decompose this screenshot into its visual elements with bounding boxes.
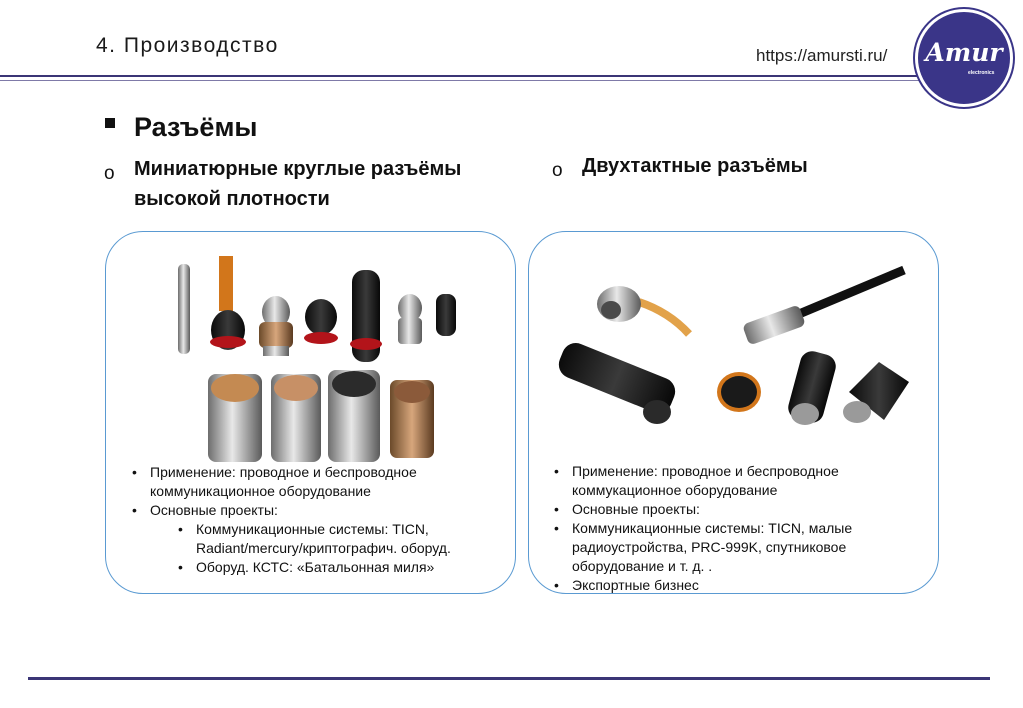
list-subitem: • Оборуд. КСТС: «Батальонная миля» — [132, 558, 492, 577]
list-subitem: • Коммуникационные системы: TICN, Radiant/mercury/криптографич. оборуд. — [132, 520, 492, 558]
circle-bullet-icon: o — [552, 160, 563, 181]
list-item: • Экспортные бизнес — [554, 576, 926, 595]
circle-bullet-icon: o — [104, 163, 115, 184]
miniature-connectors-photo — [116, 242, 506, 464]
square-bullet-icon — [105, 118, 115, 128]
list-item: • Коммуникационные системы: TICN, малые радиоустройства, PRC-999K, спутниковое оборудование и т. д. . — [554, 519, 926, 576]
amur-logo — [915, 9, 1013, 107]
logo-word: Amur — [925, 38, 1003, 67]
list-item: • Основные проекты: — [132, 501, 492, 520]
list-item: • Основные проекты: — [554, 500, 926, 519]
page-heading: Разъёмы — [134, 112, 258, 142]
logo-subtitle: electronics — [968, 70, 995, 76]
left-bullet-list — [132, 463, 492, 577]
footer-divider — [28, 677, 990, 680]
list-item: • Применение: проводное и беспроводное коммукационное оборудование — [554, 462, 926, 500]
push-pull-connectors-photo — [539, 242, 929, 442]
left-subheading: Миниатюрные круглые разъёмы высокой плотности — [134, 158, 462, 210]
section-title: 4. Производство — [96, 34, 279, 57]
header-divider — [0, 75, 920, 77]
header-divider-thin — [0, 80, 920, 81]
site-url-link[interactable]: https://amursti.ru/ — [756, 46, 888, 65]
right-bullet-list — [554, 462, 926, 595]
list-item: • Применение: проводное и беспроводное коммуникационное оборудование — [132, 463, 492, 501]
right-subheading: Двухтактные разъёмы — [582, 155, 808, 177]
